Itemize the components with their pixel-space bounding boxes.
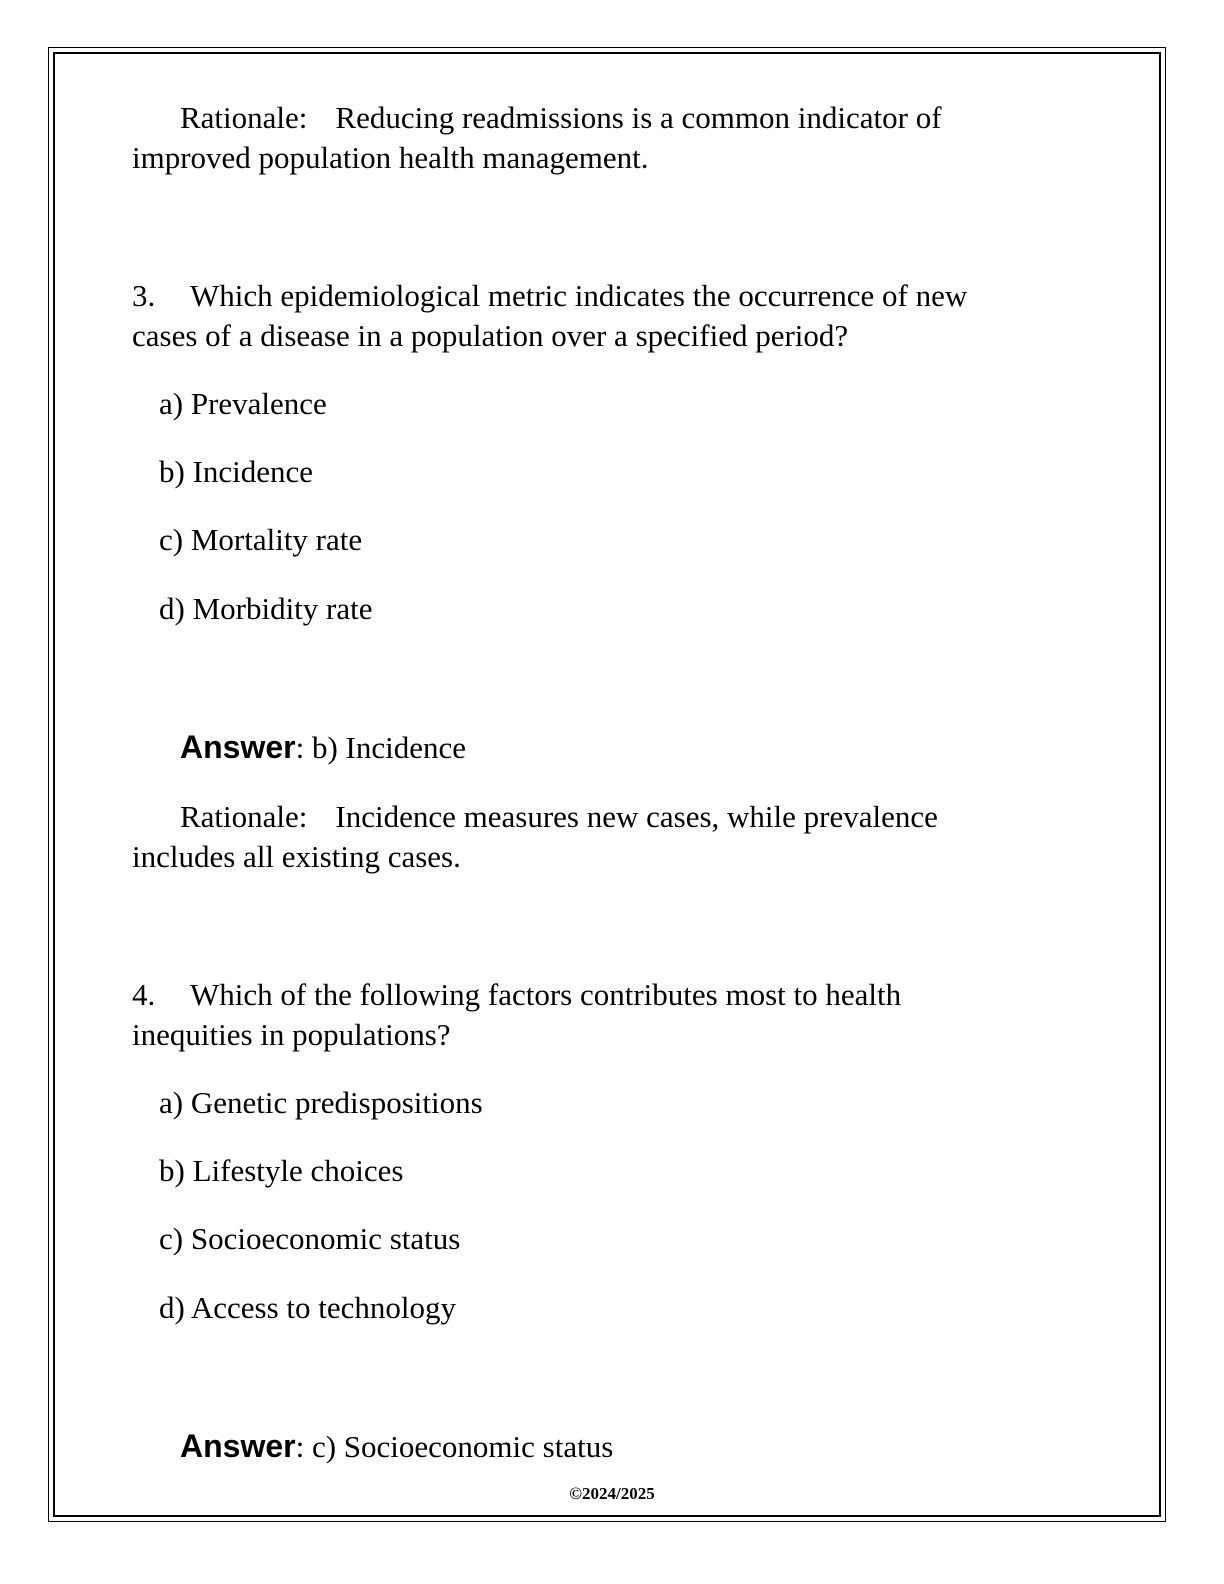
question-4 [132, 975, 901, 1055]
rationale-q3 [132, 797, 938, 877]
question-3-line1 [132, 276, 967, 316]
rationale-text: Incidence measures new cases, while prevalence [335, 799, 938, 834]
q4-option-a: a) Genetic predispositions [159, 1085, 483, 1120]
q3-option-c: c) Mortality rate [159, 522, 363, 557]
q3-option-b: b) Incidence [159, 454, 314, 489]
rationale-q2 [132, 98, 942, 178]
rationale-text: Reducing readmissions is a common indicator of [335, 100, 942, 135]
rationale-label: Rationale: [180, 799, 308, 834]
rationale-q2-line2: improved population health management. [132, 140, 649, 175]
question-3 [132, 276, 967, 356]
copyright-footer: ©2024/2025 [569, 1484, 655, 1503]
rationale-q2-line1 [132, 98, 942, 138]
q4-option-c: c) Socioeconomic status [159, 1221, 461, 1256]
question-number: 3. [132, 278, 156, 313]
question-text: Which epidemiological metric indicates the occurrence of new [190, 278, 968, 313]
answer-label: Answer [180, 1428, 296, 1464]
question-4-line2: inequities in populations? [132, 1017, 451, 1052]
q3-option-d: d) Morbidity rate [159, 591, 373, 626]
answer-text: : b) Incidence [295, 730, 467, 765]
q4-option-b: b) Lifestyle choices [159, 1153, 404, 1188]
question-text: Which of the following factors contributes most to health [190, 977, 902, 1012]
rationale-label: Rationale: [180, 100, 308, 135]
q3-answer [180, 727, 466, 768]
rationale-q3-line1 [132, 797, 938, 837]
question-3-line2: cases of a disease in a population over a specified period? [132, 318, 849, 353]
q4-option-d: d) Access to technology [159, 1290, 457, 1325]
question-number: 4. [132, 977, 156, 1012]
q3-option-a: a) Prevalence [159, 386, 327, 421]
question-4-line1 [132, 975, 901, 1015]
q4-answer [180, 1426, 613, 1467]
rationale-q3-line2: includes all existing cases. [132, 839, 461, 874]
answer-text: : c) Socioeconomic status [295, 1429, 614, 1464]
answer-label: Answer [180, 729, 296, 765]
